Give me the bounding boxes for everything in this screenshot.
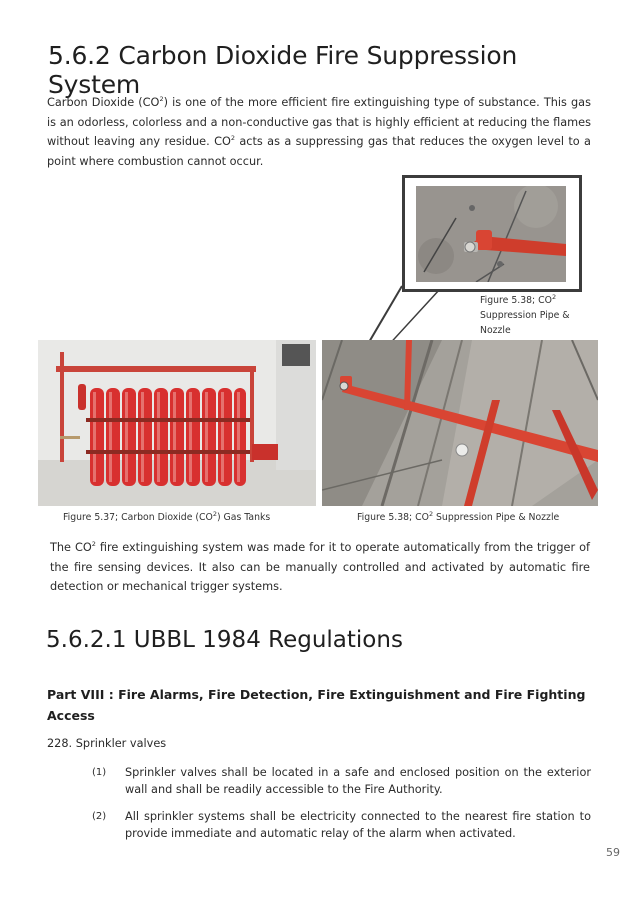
page-number: 59 xyxy=(606,846,620,859)
regulations-heading: 5.6.2.1 UBBL 1984 Regulations xyxy=(46,627,403,653)
gas-tanks-image xyxy=(38,340,316,506)
intro-paragraph: Carbon Dioxide $(CO^2)$ is one of the more efficient fire extinguishing type of substance. This gas is an odorless, colorless and a non-conductive gas that is highly efficient at reducing the flames without leaving any residue. $CO^2$ acts as a suppressing gas that reduces the oxygen level to a point where combustion cannot occur. xyxy=(47,95,591,168)
suppression-pipe-photo xyxy=(322,340,598,506)
nozzle-zoom-inset xyxy=(402,175,582,292)
operation-paragraph: The $CO^2$ fire extinguishing system was made for it to operate automatically from the trigger of the fire sensing devices. It also can be manually controlled and activated by automatic fire detection or mechanical trigger systems. xyxy=(50,540,590,593)
nozzle-closeup-image xyxy=(416,186,566,282)
suppression-pipe-image xyxy=(322,340,598,506)
list-item-number: (1) xyxy=(92,767,107,778)
part-heading: Part VIII : Fire Alarms, Fire Detection, Fire Extinguishment and Fire Fighting Access xyxy=(47,687,586,723)
list-item: Sprinkler valves shall be located in a safe and enclosed position on the exterior wall and shall be readily accessible to the Fire Authority. xyxy=(125,766,591,796)
list-item: All sprinkler systems shall be electricity connected to the nearest fire station to provide immediate and automatic relay of the alarm when activated. xyxy=(125,810,591,840)
section-heading: 5.6.2 Carbon Dioxide Fire Suppression System xyxy=(48,41,518,99)
gas-tanks-photo xyxy=(38,340,316,506)
figure-538-caption: Figure 5.38; $CO^2$ Suppression Pipe & Nozzle xyxy=(357,509,560,523)
list-item-number: (2) xyxy=(92,811,107,822)
figure-537-caption: Figure 5.37; Carbon Dioxide $(CO^2)$ Gas Tanks xyxy=(63,509,271,523)
section-title: 228. Sprinkler valves xyxy=(47,737,167,750)
figure-538-inset-caption: Figure 5.38; $CO^2$ Suppression Pipe & Nozzle xyxy=(480,292,570,336)
